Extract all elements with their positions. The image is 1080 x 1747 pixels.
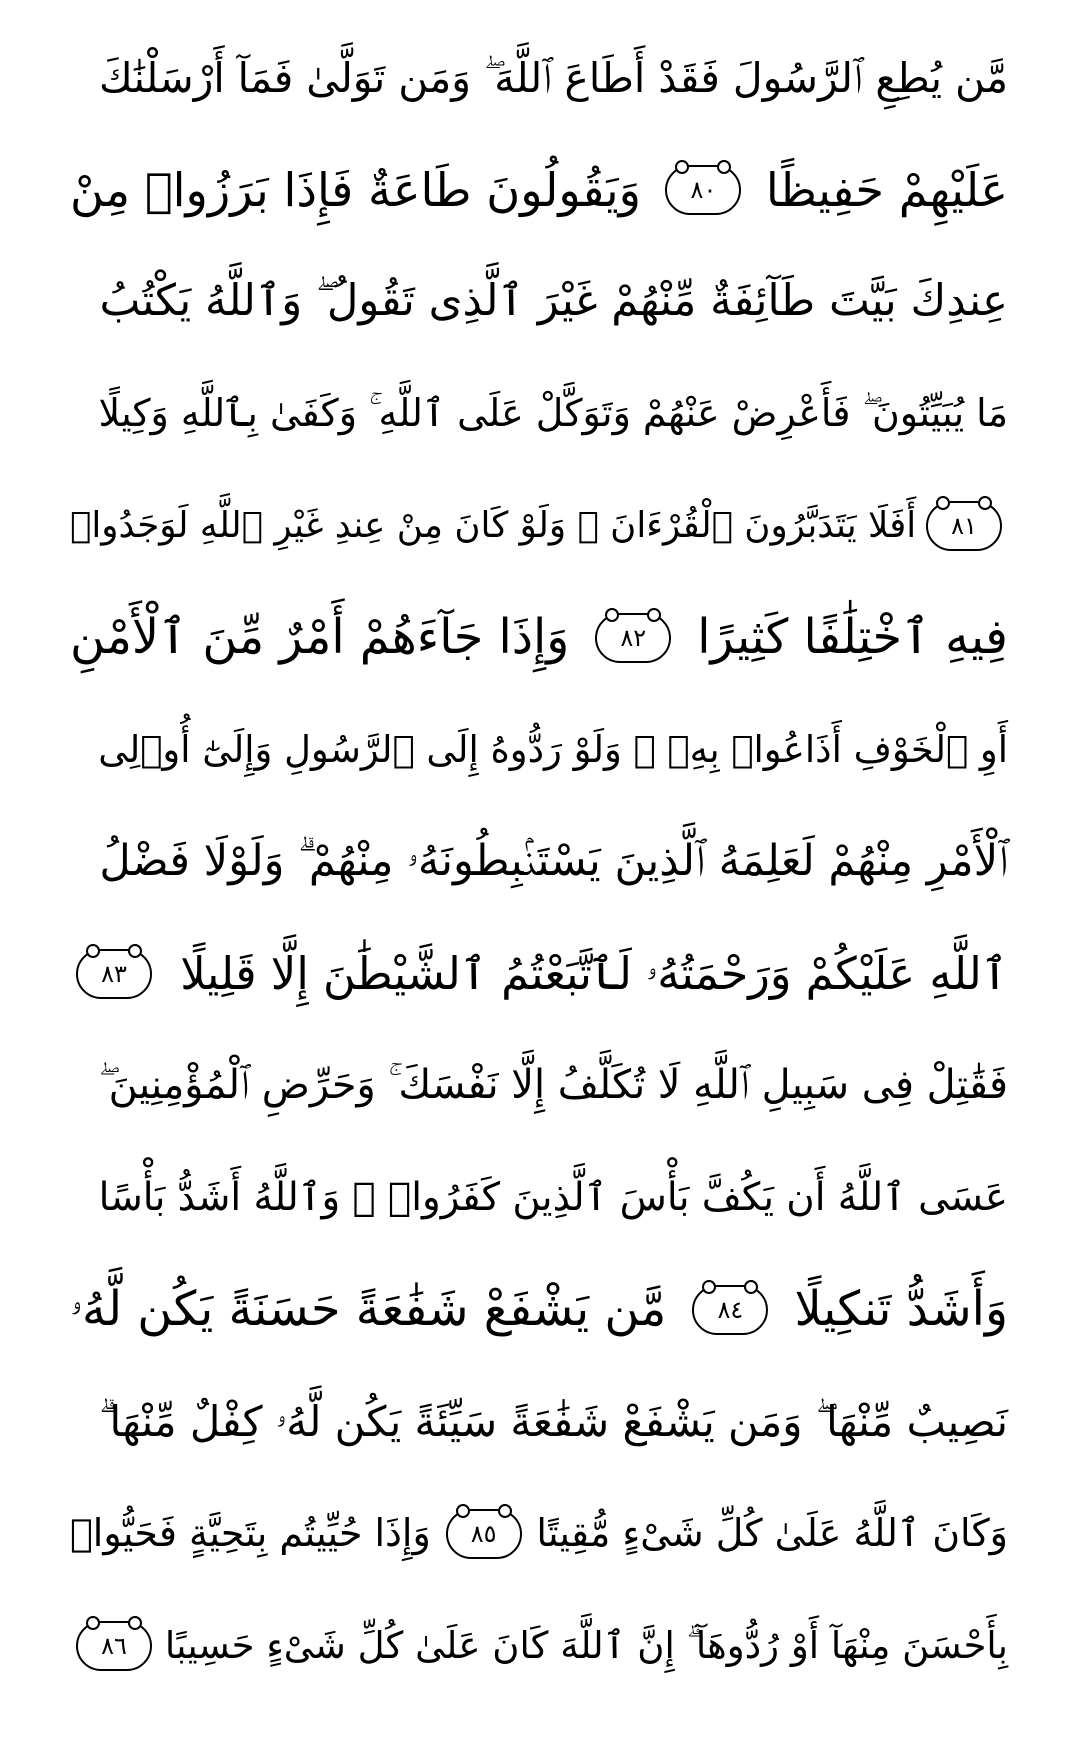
text-line bbox=[70, 806, 1008, 918]
verse-text: فِيهِ ٱخْتِلَٰفًا كَثِيرًا bbox=[697, 610, 1008, 666]
verse-lines bbox=[70, 22, 1008, 1722]
verse-text: أَوِ ٱلْخَوْفِ أَذَاعُوا۟ بِهِۦ ۖ وَلَوْ رَدُّوهُ إِلَى ٱلرَّسُولِ وَإِلَىٰٓ أُو۟لِى bbox=[98, 727, 1008, 771]
text-line bbox=[70, 470, 1008, 582]
verse-text: وَأَشَدُّ تَنكِيلًا bbox=[794, 1282, 1008, 1338]
ayah-number-marker: ٨٤ bbox=[692, 1285, 768, 1335]
verse-text: وَإِذَا جَآءَهُمْ أَمْرٌ مِّنَ ٱلْأَمْنِ bbox=[70, 610, 570, 666]
text-line bbox=[70, 22, 1008, 134]
ayah-number-marker: ٨٠ bbox=[665, 165, 741, 215]
verse-text: ٱللَّهِ عَلَيْكُمْ وَرَحْمَتُهُۥ لَٱتَّبَعْتُمُ ٱلشَّيْطَٰنَ إِلَّا قَلِيلًا bbox=[180, 946, 1008, 1000]
verse-text: وَيَقُولُونَ طَاعَةٌ فَإِذَا بَرَزُوا۟ مِنْ bbox=[70, 162, 642, 217]
text-line bbox=[70, 1142, 1008, 1254]
ayah-number-marker: ٨٥ bbox=[446, 1509, 522, 1559]
text-line bbox=[70, 134, 1008, 246]
ayah-number-marker: ٨٦ bbox=[76, 1621, 152, 1671]
text-line bbox=[70, 1254, 1008, 1366]
verse-text: نَصِيبٌ مِّنْهَا ۖ وَمَن يَشْفَعْ شَفَٰعَةً سَيِّئَةً يَكُن لَّهُۥ كِفْلٌ مِّنْهَا ۗ bbox=[99, 1397, 1008, 1447]
text-line bbox=[70, 246, 1008, 358]
text-line bbox=[70, 582, 1008, 694]
ayah-number-marker: ٨٢ bbox=[595, 613, 671, 663]
text-line bbox=[70, 358, 1008, 470]
text-line bbox=[70, 1478, 1008, 1590]
verse-text: مَا يُبَيِّتُونَ ۖ فَأَعْرِضْ عَنْهُمْ وَتَوَكَّلْ عَلَى ٱللَّهِ ۚ وَكَفَىٰ بِٱللَّهِ وَكِيلًا bbox=[98, 391, 1008, 436]
text-line bbox=[70, 694, 1008, 806]
text-line bbox=[70, 1366, 1008, 1478]
verse-text: وَكَانَ ٱللَّهُ عَلَىٰ كُلِّ شَىْءٍ مُّقِيتًا bbox=[536, 1511, 1008, 1556]
verse-text: مَّن يُطِعِ ٱلرَّسُولَ فَقَدْ أَطَاعَ ٱللَّهَ ۖ وَمَن تَوَلَّىٰ فَمَآ أَرْسَلْنَٰكَ bbox=[99, 53, 1008, 102]
verse-text: أَفَلَا يَتَدَبَّرُونَ ٱلْقُرْءَانَ ۚ وَلَوْ كَانَ مِنْ عِندِ غَيْرِ ٱللَّهِ لَوَجَدُوا۟ bbox=[70, 505, 917, 547]
verse-text: عِندِكَ بَيَّتَ طَآئِفَةٌ مِّنْهُمْ غَيْرَ ٱلَّذِى تَقُولُ ۖ وَٱللَّهُ يَكْتُبُ bbox=[99, 276, 1008, 327]
verse-text: فَقَٰتِلْ فِى سَبِيلِ ٱللَّهِ لَا تُكَلَّفُ إِلَّا نَفْسَكَ ۚ وَحَرِّضِ ٱلْمُؤْمِنِينَ ۖ bbox=[98, 1062, 1008, 1109]
verse-text: مَّن يَشْفَعْ شَفَٰعَةً حَسَنَةً يَكُن لَّهُۥ bbox=[70, 1282, 667, 1338]
verse-text: عَلَيْهِمْ حَفِيظًا bbox=[765, 162, 1008, 217]
verse-text: عَسَى ٱللَّهُ أَن يَكُفَّ بَأْسَ ٱلَّذِينَ كَفَرُوا۟ ۚ وَٱللَّهُ أَشَدُّ بَأْسًا bbox=[98, 1174, 1008, 1220]
verse-text: ٱلْأَمْرِ مِنْهُمْ لَعَلِمَهُ ٱلَّذِينَ يَسْتَنۢبِطُونَهُۥ مِنْهُمْ ۗ وَلَوْلَا فَضْلُ bbox=[99, 836, 1008, 887]
verse-text: وَإِذَا حُيِّيتُم بِتَحِيَّةٍ فَحَيُّوا۟ bbox=[70, 1511, 431, 1556]
text-line bbox=[70, 1030, 1008, 1142]
ayah-number-marker: ٨٣ bbox=[76, 949, 152, 999]
text-line bbox=[70, 918, 1008, 1030]
verse-text: بِأَحْسَنَ مِنْهَآ أَوْ رُدُّوهَآ ۗ إِنَّ ٱللَّهَ كَانَ عَلَىٰ كُلِّ شَىْءٍ حَسِيبًا bbox=[164, 1624, 1008, 1668]
text-line bbox=[70, 1590, 1008, 1702]
ayah-number-marker: ٨١ bbox=[926, 501, 1002, 551]
